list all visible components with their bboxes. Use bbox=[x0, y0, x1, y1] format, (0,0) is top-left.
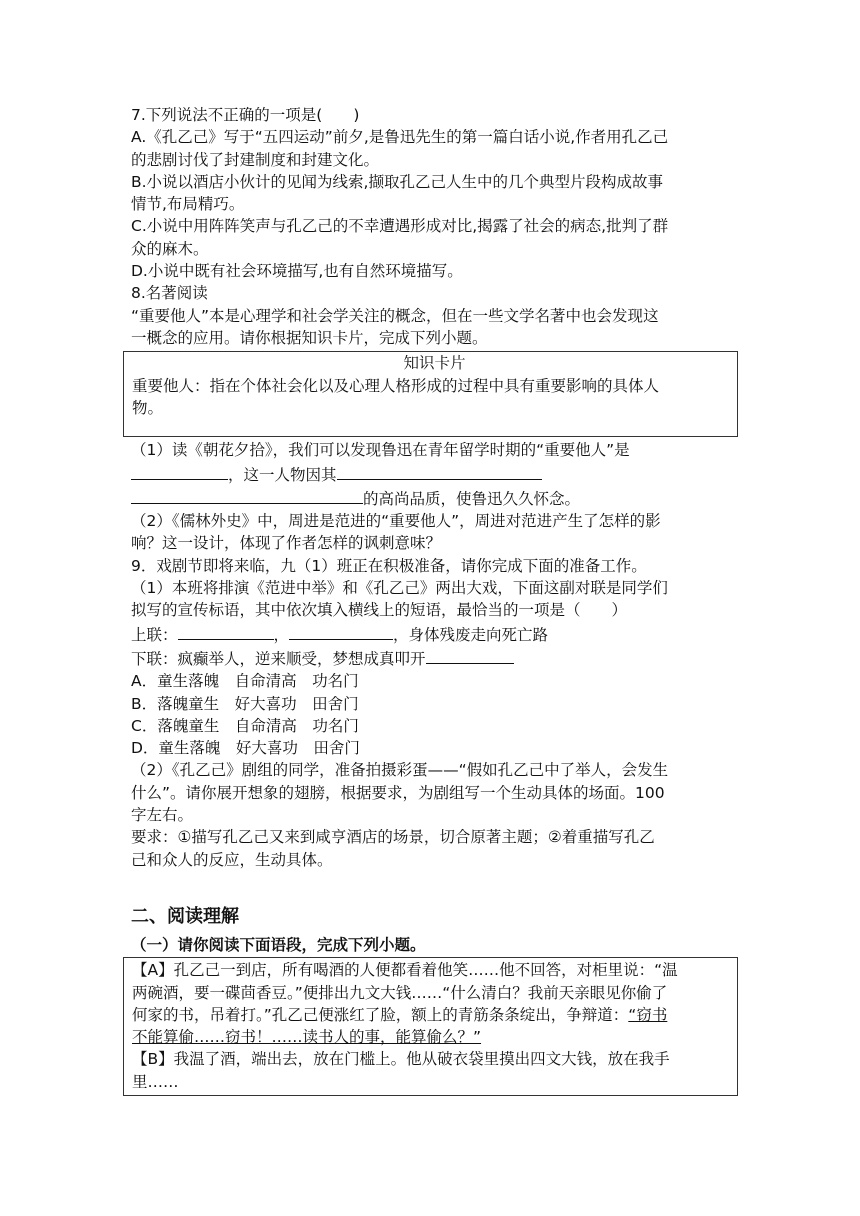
passage-b-line2: 里…… bbox=[132, 1072, 179, 1091]
passage-a-line1: 【A】孔乙己一到店，所有喝酒的人便都看着他笑……他不回答，对柜里说：“温 bbox=[132, 961, 678, 980]
q9-part1-line1: （1）本班将排演《范进中举》和《孔乙己》两出大戏，下面这副对联是同学们 bbox=[131, 579, 668, 598]
passage-a-line3-text: 何家的书，吊着打。”孔乙己便涨红了脸，额上的青筋条条绽出，争辩道： bbox=[132, 1005, 629, 1024]
answer-blank[interactable] bbox=[178, 622, 274, 640]
knowledge-card-text-line1: 重要他人：指在个体社会化以及心理人格形成的过程中具有重要影响的具体人 bbox=[132, 376, 660, 395]
q8-intro-line2: 一概念的应用。请你根据知识卡片，完成下列小题。 bbox=[131, 328, 488, 347]
q7-option-c-line2: 众的麻木。 bbox=[131, 239, 209, 258]
q7-option-d: D.小说中既有社会环境描写,也有自然环境描写。 bbox=[131, 262, 463, 281]
q7-option-b-line1: B.小说以酒店小伙计的见闻为线索,撷取孔乙己人生中的几个典型片段构成故事 bbox=[131, 172, 663, 191]
couplet-upper bbox=[131, 622, 741, 646]
answer-blank[interactable] bbox=[337, 462, 542, 480]
q9-part2-line2: 什么”。请你展开想象的翅膀，根据要求，为剧组写一个生动具体的场面。100 bbox=[131, 783, 665, 802]
q8-part2-line2: 响？这一设计，体现了作者怎样的讽刺意味？ bbox=[131, 534, 442, 553]
knowledge-card-text-line2: 物。 bbox=[132, 398, 164, 417]
couplet-lower-text: 下联：疯癫举人，逆来顺受，梦想成真叩开 bbox=[131, 649, 426, 668]
section-title: 二、阅读理解 bbox=[131, 905, 239, 927]
q9-part2-line3: 字左右。 bbox=[131, 806, 194, 825]
answer-blank[interactable] bbox=[289, 622, 393, 640]
q9-part1-line2: 拟写的宣传标语，其中依次填入横线上的短语，最恰当的一项是（ ） bbox=[131, 601, 628, 620]
q9-requirement-line2: 己和众人的反应，生动具体。 bbox=[131, 850, 333, 869]
q9-requirement-line1: 要求：①描写孔乙己又来到咸亨酒店的场景，切合原著主题；②着重描写孔乙 bbox=[131, 828, 655, 847]
answer-blank[interactable] bbox=[131, 486, 363, 504]
passage-b-line1: 【B】我温了酒，端出去，放在门槛上。他从破衣袋里摸出四文大钱，放在我手 bbox=[132, 1050, 670, 1069]
q8-part1-tail-text: 的高尚品质，使鲁迅久久怀念。 bbox=[363, 489, 581, 508]
q9-stem: 9．戏剧节即将来临，九（1）班正在积极准备，请你完成下面的准备工作。 bbox=[131, 556, 647, 575]
passage-a-line2: 两碗酒，要一碟茴香豆。”便排出九文大钱……“什么清白？我前天亲眼见你偷了 bbox=[132, 983, 668, 1002]
underlined-quote: “窃书 bbox=[628, 1005, 668, 1024]
q9-option-b: B．落魄童生 好大喜功 田舍门 bbox=[131, 694, 359, 713]
q9-option-a: A．童生落魄 自命清高 功名门 bbox=[131, 672, 359, 691]
q7-option-a-line1: A.《孔乙己》写于“五四运动”前夕,是鲁迅先生的第一篇白话小说,作者用孔乙己 bbox=[131, 128, 669, 147]
q8-part1-line3 bbox=[131, 486, 741, 510]
couplet-upper-tail: ，身体残废走向死亡路 bbox=[393, 625, 549, 644]
q8-part1-line1: （1）读《朝花夕拾》，我们可以发现鲁迅在青年留学时期的“重要他人”是 bbox=[131, 441, 630, 460]
passage-a-line4 bbox=[132, 1026, 737, 1048]
q8-part1-line2 bbox=[131, 462, 741, 486]
document-content bbox=[131, 104, 741, 1096]
q8-stem: 8.名著阅读 bbox=[131, 284, 208, 303]
q9-option-c: C．落魄童生 自命清高 功名门 bbox=[131, 716, 359, 735]
q7-option-c-line1: C.小说中用阵阵笑声与孔乙己的不幸遭遇形成对比,揭露了社会的病态,批判了群 bbox=[131, 217, 669, 236]
q7-stem: 7.下列说法不正确的一项是( ) bbox=[131, 106, 360, 124]
reading-passage-box bbox=[123, 957, 738, 1096]
q7-option-a-line2: 的悲剧讨伐了封建制度和封建文化。 bbox=[131, 150, 380, 169]
q9-option-d: D．童生落魄 好大喜功 田舍门 bbox=[131, 739, 360, 758]
q8-part2-line1: （2）《儒林外史》中，周进是范进的“重要他人”，周进对范进产生了怎样的影 bbox=[131, 512, 661, 531]
q7-option-b-line2: 情节,布局精巧。 bbox=[131, 195, 245, 214]
answer-blank[interactable] bbox=[131, 462, 228, 480]
couplet-lower bbox=[131, 646, 741, 670]
knowledge-card bbox=[123, 351, 738, 437]
knowledge-card-title: 知识卡片 bbox=[403, 354, 466, 373]
q8-intro-line1: “重要他人”本是心理学和社会学关注的概念，但在一些文学名著中也会发现这 bbox=[131, 306, 659, 325]
q9-part2-line1: （2）《孔乙己》剧组的同学，准备拍摄彩蛋——“假如孔乙己中了举人，会发生 bbox=[131, 761, 669, 780]
underlined-quote: 不能算偷……窃书！……读书人的事，能算偷么？” bbox=[132, 1028, 482, 1047]
passage-a-line3 bbox=[132, 1004, 737, 1026]
q8-part1-mid-text: ，这一人物因其 bbox=[228, 465, 337, 484]
couplet-upper-label: 上联： bbox=[131, 625, 178, 644]
answer-blank[interactable] bbox=[426, 646, 514, 664]
couplet-comma: ， bbox=[273, 625, 290, 644]
subsection-title: （一）请你阅读下面语段，完成下列小题。 bbox=[131, 935, 426, 954]
